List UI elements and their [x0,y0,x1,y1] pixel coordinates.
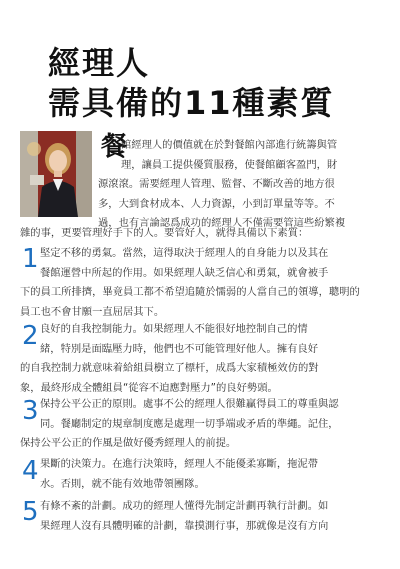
intro-line: 館經理人的價值就在於對餐館內部進行統籌與管 [121,139,338,151]
item-line: 員工也不會甘願一直屈居其下。 [20,305,165,318]
drop-cap: 餐 [101,132,128,162]
item-line: 保持公平公正的作風是做好優秀經理人的前提。 [20,437,237,449]
item-1-text [20,283,378,322]
title-line-1: 經理人 [48,44,151,82]
intro-line: 過，也有言論認爲成功的經理人不僅需要管這些紛繁複 [98,217,346,230]
manager-photo [20,131,92,217]
item-number-3: 3 [22,396,39,426]
item-line: 果經理人沒有具體明確的計劃，靠摸測行事，那就像是沒有方向 [40,519,329,532]
item-line: 餐館運營中所起的作用。如果經理人缺乏信心和勇氣，就會被手 [40,266,329,279]
item-line: 下的員工所排擠，畢竟員工都不希望追隨於懦弱的人當自己的領導，聰明的 [20,286,360,298]
item-2-text-indent [40,320,378,359]
item-line: 象，最終形成全體組員“從容不迫應對壓力”的良好勢頭。 [20,381,278,394]
item-5-text [40,497,378,536]
intro-paragraph-end [20,224,378,244]
item-number-1: 1 [22,244,39,274]
item-line: 良好的自我控制能力。如果經理人不能很好地控制自己的情 [40,323,308,335]
item-line: 保持公平公正的原則。處事不公的經理人很難贏得員工的尊重與認 [40,398,339,410]
intro-line: 多，大到食材成本、人力資源，小到訂單量等等。不 [98,197,335,210]
item-number-5: 5 [22,497,39,527]
intro-line: 源滾滾。需要經理人管理、監督、不斷改善的地方很 [98,178,335,190]
intro-line: 雜的事，更要管理好手下的人。要管好人，就得具備以下素質： [20,227,309,239]
item-line: 水。否則，就不能有效地帶領團隊。 [40,477,205,490]
item-line: 緒，特別是面臨壓力時，他們也不可能管理好他人。擁有良好 [40,342,319,355]
item-4-text [40,455,378,494]
item-number-4: 4 [22,456,39,486]
item-number-2: 2 [22,321,39,351]
item-2-text [20,359,378,398]
item-1-text-indent [40,244,378,283]
item-line: 的自我控制力就意味着給組員樹立了標杆，成爲大家積極效仿的對 [20,362,319,374]
item-3-text [20,434,378,454]
item-line: 有條不紊的計劃。成功的經理人懂得先制定計劃再執行計劃。如 [40,500,329,512]
item-line: 果斷的決策力。在進行決策時，經理人不能優柔寡斷，拖泥帶 [40,458,319,470]
item-line: 同。餐廳制定的規章制度應是處理一切爭端或矛盾的準繩。記住， [40,417,339,430]
intro-line: 理，讓員工提供優質服務，使餐館顧客盈門，財 [121,158,338,171]
item-line: 堅定不移的勇氣。當然，這得取決于經理人的自身能力以及其在 [40,247,329,259]
title-line-2: 需具備的11種素質 [48,84,335,122]
item-3-text-indent [40,395,378,434]
intro-paragraph-top [121,136,378,175]
